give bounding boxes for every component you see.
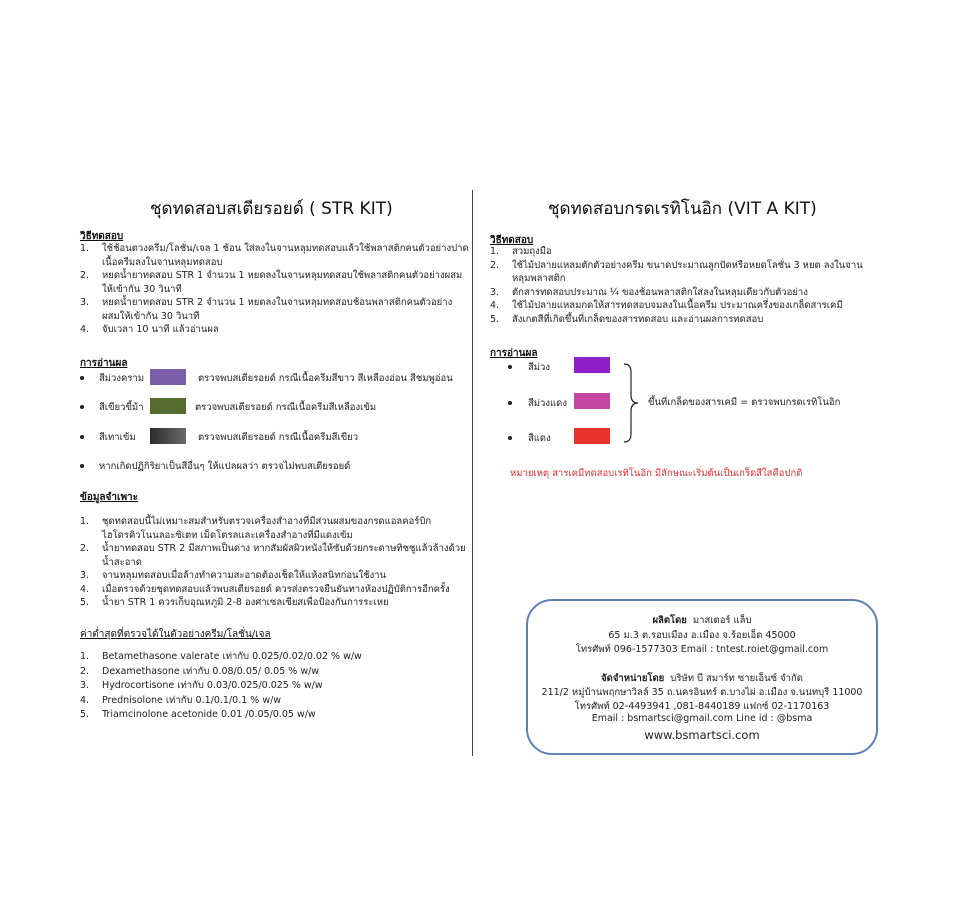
list-item-text: Betamethasone valerate เท่ากับ 0.025/0.02/0.02 % w/w — [102, 651, 362, 662]
list-item-text: เนื้อครีมลงในจานหลุมทดสอบ — [102, 256, 223, 268]
list-item-text: ตักสารทดสอบประมาณ ¼ ของช้อนพลาสติกใส่ลงในหลุมเดียวกับตัวอย่าง — [512, 286, 808, 298]
list-item-number: 2. — [490, 259, 500, 271]
distributor-name: บริษัท บี สมาร์ท ซายเอ็นซ์ จำกัด — [670, 673, 803, 684]
str-result-row — [80, 401, 377, 413]
list-item — [490, 286, 870, 300]
list-item-text: หลุมพลาสติก — [512, 273, 566, 284]
producer-label: ผลิตโดย — [652, 615, 687, 626]
vita-result-heading: การอ่านผล — [490, 348, 538, 359]
vita-result-row — [508, 397, 567, 409]
bullet-dot — [508, 365, 512, 369]
result-swatch-gray — [150, 428, 186, 444]
str-result-row — [80, 460, 351, 472]
str-method-list — [80, 242, 470, 337]
list-item-text: Triamcinolone acetonide 0.01 /0.05/0.05 w/w — [102, 709, 316, 720]
list-item-number: 2. — [80, 543, 90, 554]
str-kit-title: ชุดทดสอบสเตียรอยด์ ( STR KIT) — [150, 199, 393, 219]
str-result-heading: การอ่านผล — [80, 358, 128, 369]
str-result-row — [80, 372, 453, 384]
list-item-text: น้ำยา STR 1 ควรเก็บอุณหภูมิ 2-8 องศาเซลเซียสเพื่อป้องกันการระเหย — [102, 597, 389, 608]
list-item — [80, 694, 470, 709]
list-item-text: Prednisolone เท่ากับ 0.1/0.1/0.1 % w/w — [102, 694, 282, 706]
producer-contact: โทรศัพท์ 096-1577303 Email : tntest.roiet@gmail.com — [575, 644, 829, 655]
result-description: ตรวจพบสเตียรอยด์ กรณีเนื้อครีมสีเขียว — [198, 431, 359, 443]
list-item — [80, 269, 470, 296]
list-item-number: 2. — [80, 665, 90, 677]
str-caution-list — [80, 515, 470, 610]
list-item — [80, 665, 470, 680]
list-item-number: 4. — [80, 694, 90, 706]
list-item-number: 1. — [80, 516, 90, 527]
list-item — [80, 242, 470, 269]
result-swatch-olive — [150, 398, 186, 414]
result-swatch-magenta — [574, 393, 610, 409]
list-item-number: 4. — [80, 583, 90, 595]
bullet-dot — [80, 435, 84, 439]
column-divider — [472, 190, 473, 756]
list-item-text: ผสมให้เข้ากัน 30 วินาที — [102, 310, 200, 322]
list-item — [80, 296, 470, 323]
bullet-dot — [80, 405, 84, 409]
list-item — [490, 313, 870, 327]
result-color-name: สีม่วงแดง — [528, 397, 567, 409]
result-color-name: สีเขียวขี้ม้า — [99, 401, 144, 413]
list-item-number: 3. — [490, 286, 500, 298]
list-item — [80, 323, 470, 337]
vita-note: หมายเหตุ สารเคมีทดสอบเรทิโนอิก มีลักษณะเริ่มต้นเป็นเกร็ดสีใสคือปกติ — [510, 468, 803, 479]
list-item-text: ใช้ไม้ปลายแหลมกดให้สารทดสอบจมลงในเนื้อครีม ประมาณครึ่งของเกล็ดสารเคมี — [512, 300, 843, 311]
list-item-text: สวมถุงมือ — [512, 246, 552, 257]
str-limit-heading: ค่าต่ำสุดที่ตรวจได้ในตัวอย่างครีม/โลชั่น/เจล — [80, 629, 271, 640]
list-item-number: 4. — [490, 300, 500, 311]
list-item-text: หยดน้ำยาทดสอบ STR 2 จำนวน 1 หยดลงในจานหลุมทดสอบช้อนพลาสติกคนตัวอย่าง — [102, 297, 453, 308]
distributor-line — [528, 671, 876, 686]
result-swatch-indigo — [150, 369, 186, 385]
str-method-heading: วิธีทดสอบ — [80, 231, 124, 242]
vita-result-row — [508, 432, 551, 444]
list-item-number: 5. — [490, 313, 500, 325]
result-bracket — [622, 362, 642, 444]
list-item — [80, 542, 470, 569]
distributor-address: 211/2 หมู่บ้านพฤกษาวิลล์ 35 ถ.นครอินทร์ ต.บางไผ่ อ.เมือง จ.นนทบุรี 11000 — [541, 687, 863, 698]
producer-address: 65 ม.3 ต.รอบเมือง อ.เมือง จ.ร้อยเอ็ด 45000 — [608, 630, 796, 641]
list-item-text: ใช้ช้อนตวงครีม/โลชั่น/เจล 1 ช้อน ใส่ลงในจานหลุมทดสอบแล้วใช้พลาสติกคนตัวอย่างปาด — [102, 243, 469, 254]
bullet-dot — [508, 436, 512, 440]
list-item — [80, 583, 470, 597]
list-item-text: จับเวลา 10 นาที แล้วอ่านผล — [102, 324, 219, 335]
list-item-number: 1. — [490, 246, 500, 257]
list-item — [80, 569, 470, 583]
distributor-website: www.bsmartsci.com — [644, 728, 760, 742]
result-swatch-purple — [574, 357, 610, 373]
str-limit-list — [80, 650, 470, 723]
vita-method-heading: วิธีทดสอบ — [490, 235, 534, 246]
result-color-name: สีม่วง — [528, 361, 551, 373]
list-item-text: หยดน้ำยาทดสอบ STR 1 จำนวน 1 หยดลงในจานหลุมทดสอบใช้พลาสติกคนตัวอย่างผสม — [102, 270, 463, 281]
list-item-number: 4. — [80, 324, 90, 335]
vita-result-description: ขึ้นที่เกล็ดของสารเคมี = ตรวจพบกรดเรทิโนอิก — [648, 397, 841, 408]
list-item — [490, 245, 870, 259]
list-item-number: 3. — [80, 570, 90, 581]
list-item-text: ใช้ไม้ปลายแหลมตักตัวอย่างครีม ขนาดประมาณลูกปัดหรือหยดโลชั่น 3 หยด ลงในจาน — [512, 259, 863, 271]
producer-name: มาสเตอร์ แล็บ — [692, 615, 752, 626]
vita-result-row — [508, 361, 551, 373]
list-item — [80, 679, 470, 694]
result-color-name: สีม่วงคราม — [99, 372, 145, 384]
list-item-number: 1. — [80, 651, 90, 662]
list-item-text: เมื่อตรวจด้วยชุดทดสอบแล้วพบสเตียรอยด์ ควรส่งตรวจยืนยันทางห้องปฏิบัติการอีกครั้ง — [102, 583, 450, 595]
list-item-number: 3. — [80, 297, 90, 308]
list-item-number: 5. — [80, 597, 90, 608]
list-item — [80, 596, 470, 610]
list-item-text: น้ำสะอาด — [102, 556, 142, 568]
vita-method-list — [490, 245, 870, 326]
result-swatch-red — [574, 428, 610, 444]
producer-line — [528, 613, 876, 628]
bullet-dot — [80, 376, 84, 380]
list-item-text: Hydrocortisone เท่ากับ 0.03/0.025/0.025 % w/w — [102, 680, 323, 691]
list-item — [80, 708, 470, 723]
bullet-dot — [80, 464, 84, 468]
result-description: ตรวจพบสเตียรอยด์ กรณีเนื้อครีมสีขาว สีเหลืองอ่อน สีชมพูอ่อน — [198, 372, 453, 384]
list-item — [80, 650, 470, 665]
result-color-name: สีเทาเข้ม — [99, 431, 136, 443]
result-description: ตรวจพบสเตียรอยด์ กรณีเนื้อครีมสีเหลืองเข้ม — [195, 401, 377, 413]
str-result-row — [80, 431, 359, 443]
contact-box — [526, 599, 878, 755]
distributor-email: Email : bsmartsci@gmail.com Line id : @bsma — [591, 713, 813, 724]
list-item — [490, 299, 870, 313]
list-item-text: ให้เข้ากัน 30 วินาที — [102, 283, 182, 295]
list-item-text: ชุดทดสอบนี้ไม่เหมาะสมสำหรับตรวจเครื่องสำอางที่มีส่วนผสมของกรดแอลคอร์บิก — [102, 516, 432, 527]
list-item-number: 3. — [80, 680, 90, 691]
distributor-phone: โทรศัพท์ 02-4493941 ,081-8440189 แฟกซ์ 02-1170163 — [574, 701, 830, 712]
list-item-text: น้ำยาทดสอบ STR 2 มีสภาพเป็นด่าง หากสัมผัสผิวหนังให้ซับด้วยกระดาษทิชชูแล้วล้างด้วย — [102, 543, 466, 554]
list-item-text: Dexamethasone เท่ากับ 0.08/0.05/ 0.05 % w/w — [102, 665, 320, 677]
list-item — [80, 515, 470, 542]
list-item-text: จานหลุมทดสอบเมื่อล้างทำความสะอาดต้องเช็ดให้แห้งสนิทก่อนใช้งาน — [102, 570, 387, 581]
list-item-number: 5. — [80, 709, 90, 720]
list-item-number: 2. — [80, 270, 90, 281]
bullet-dot — [508, 401, 512, 405]
vita-kit-title: ชุดทดสอบกรดเรทิโนอิก (VIT A KIT) — [548, 199, 817, 219]
list-item-text: ไฮโดรคิวโนนลอะซิเตท เม็ดโตรลและเครื่องสำอางที่มีแดงเข้ม — [102, 529, 353, 541]
result-other-text: หากเกิดปฏิกิริยาเป็นสีอื่นๆ ให้แปลผลว่า ตรวจไม่พบสเตียรอยด์ — [99, 460, 351, 472]
list-item-number: 1. — [80, 243, 90, 254]
list-item-text: สังเกตสีที่เกิดขึ้นที่เกล็ดของสารทดสอบ และอ่านผลการทดสอบ — [512, 313, 764, 325]
result-color-name: สีแดง — [528, 432, 551, 444]
list-item — [490, 259, 870, 286]
distributor-label: จัดจำหน่ายโดย — [601, 673, 665, 684]
str-caution-heading: ข้อมูลจำเพาะ — [80, 492, 139, 503]
